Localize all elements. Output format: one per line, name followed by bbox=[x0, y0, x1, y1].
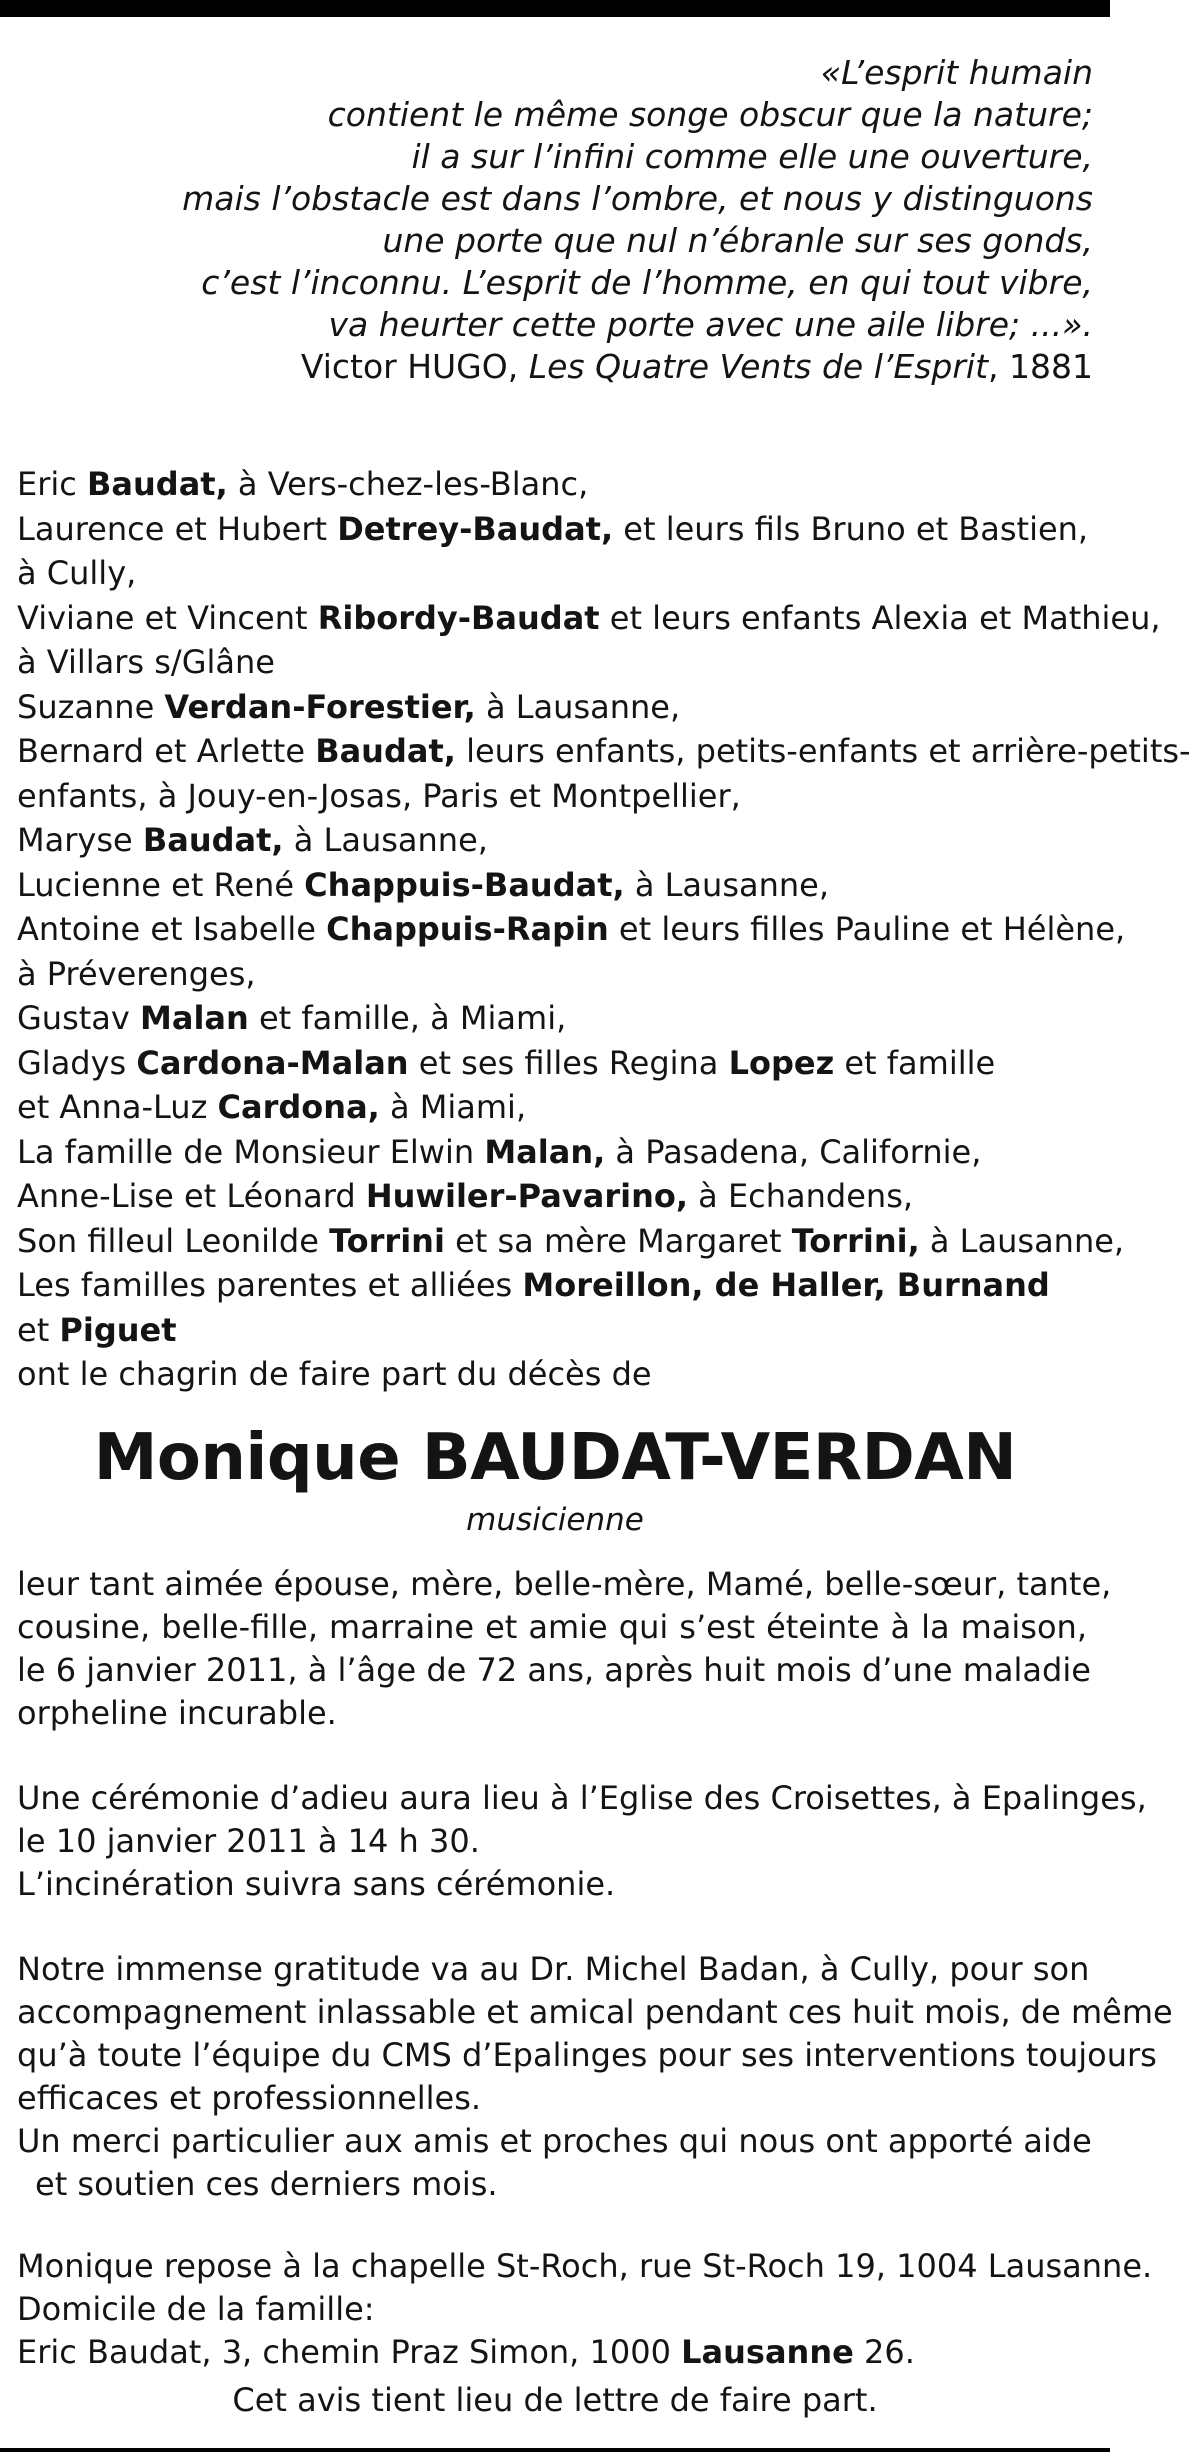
mourners-list bbox=[17, 462, 1191, 1397]
mourner-surname: Malan, bbox=[484, 1132, 606, 1171]
mourner-line bbox=[17, 907, 1126, 952]
address-text: 26. bbox=[853, 2333, 915, 2371]
quote-line: «L’esprit humain bbox=[820, 53, 1093, 92]
mourner-surname: Cardona, bbox=[217, 1088, 380, 1126]
mourner-text: et ses filles Regina bbox=[408, 1043, 729, 1082]
quote-year: , 1881 bbox=[988, 347, 1093, 386]
mourner-text: à Vers-chez-les-Blanc, bbox=[227, 465, 589, 503]
mourner-text: à Echandens, bbox=[687, 1177, 914, 1215]
mourner-line bbox=[17, 1041, 1102, 1086]
address-text: Eric Baudat, 3, chemin Praz Simon, 1000 bbox=[17, 2333, 682, 2371]
mourner-surname: Baudat, bbox=[315, 732, 456, 770]
mourner-surname: Huwiler-Pavarino, bbox=[365, 1177, 688, 1215]
quote-line: une porte que nul n’ébranle sur ses gonds, bbox=[382, 221, 1093, 260]
mourner-surname: Piguet bbox=[59, 1310, 177, 1349]
quote-line: c’est l’inconnu. L’esprit de l’homme, en qui tout vibre, bbox=[201, 263, 1093, 302]
mourner-text: à Pasadena, Californie, bbox=[605, 1132, 982, 1171]
paragraph-line: le 6 janvier 2011, à l’âge de 72 ans, après huit mois d’une maladie bbox=[17, 1651, 1091, 1689]
mourner-text: à Lausanne, bbox=[283, 821, 488, 859]
mourner-surname: Lopez bbox=[728, 1043, 835, 1082]
mourner-line bbox=[17, 996, 1102, 1041]
announcement-text: ont le chagrin de faire part du décès de bbox=[17, 1355, 652, 1393]
mourner-text: à Lausanne, bbox=[919, 1221, 1125, 1260]
mourner-text: La famille de Monsieur Elwin bbox=[17, 1132, 485, 1171]
mourner-line bbox=[17, 729, 1191, 774]
mourner-line bbox=[17, 551, 1102, 596]
mourner-text: à Préverenges, bbox=[17, 954, 256, 993]
mourner-text: Bernard et Arlette bbox=[17, 732, 316, 770]
mourner-surname: Torrini bbox=[329, 1221, 445, 1260]
mourner-surname: Detrey-Baudat, bbox=[337, 509, 614, 548]
mourner-surname: Baudat, bbox=[87, 465, 228, 503]
mourner-line bbox=[17, 1085, 1102, 1130]
mourner-surname: Chappuis-Baudat, bbox=[304, 865, 625, 904]
mourner-text: Son filleul Leonilde bbox=[17, 1221, 330, 1260]
mourner-text: enfants, à Jouy-en-Josas, Paris et Montpellier, bbox=[17, 776, 741, 815]
quote-author: Victor HUGO, bbox=[300, 347, 519, 386]
mourner-line bbox=[17, 863, 1102, 908]
quote-line: va heurter cette porte avec une aile libre; ...». bbox=[328, 305, 1093, 344]
paragraph-line: cousine, belle-fille, marraine et amie qui s’est éteinte à la maison, bbox=[17, 1608, 1087, 1646]
address-paragraph bbox=[17, 2245, 1153, 2374]
mourner-line bbox=[17, 640, 1102, 685]
mourner-surname: Verdan-Forestier, bbox=[164, 687, 476, 726]
paragraph-line: efficaces et professionnelles. bbox=[17, 2079, 482, 2117]
announcement-line bbox=[17, 1352, 1102, 1397]
mourner-text: Gladys bbox=[17, 1043, 137, 1082]
mourner-line bbox=[17, 1130, 1102, 1175]
mourner-line bbox=[17, 596, 1161, 641]
mourner-line bbox=[17, 507, 1102, 552]
mourner-text: Maryse bbox=[17, 821, 143, 859]
epigraph-quote bbox=[93, 52, 1093, 388]
top-border-rule bbox=[0, 0, 1110, 17]
mourner-text: à Villars s/Glâne bbox=[17, 643, 275, 681]
paragraph-line: Monique repose à la chapelle St-Roch, rue St-Roch 19, 1004 Lausanne. bbox=[17, 2247, 1153, 2285]
mourner-surname: Ribordy-Baudat bbox=[317, 598, 600, 637]
mourner-text: leurs enfants, petits-enfants et arrière-petits- bbox=[455, 732, 1191, 770]
paragraph-line: et soutien ces derniers mois. bbox=[35, 2165, 498, 2203]
tribute-paragraph bbox=[17, 1563, 1112, 1735]
paragraph-line bbox=[17, 2331, 1087, 2374]
paragraph-line: accompagnement inlassable et amical pendant ces huit mois, de même bbox=[17, 1993, 1173, 2031]
quote-line: il a sur l’infini comme elle une ouverture, bbox=[411, 137, 1093, 176]
mourner-text: à Cully, bbox=[17, 554, 137, 592]
mourner-text: à Lausanne, bbox=[624, 865, 830, 904]
paragraph-line: leur tant aimée épouse, mère, belle-mère, Mamé, belle-sœur, tante, bbox=[17, 1565, 1112, 1603]
mourner-text: Gustav bbox=[17, 999, 141, 1037]
quote-line: mais l’obstacle est dans l’ombre, et nous y distinguons bbox=[182, 179, 1093, 218]
mourner-text: et famille bbox=[834, 1043, 996, 1082]
paragraph-line: orpheline incurable. bbox=[17, 1694, 337, 1732]
mourner-line bbox=[17, 1174, 1102, 1219]
closing-note: Cet avis tient lieu de lettre de faire part. bbox=[232, 2381, 878, 2419]
mourner-line bbox=[17, 818, 1102, 863]
deceased-profession: musicienne bbox=[466, 1502, 644, 1538]
mourner-text: et leurs enfants Alexia et Mathieu, bbox=[599, 598, 1161, 637]
paragraph-line: Un merci particulier aux amis et proches qui nous ont apporté aide bbox=[17, 2122, 1092, 2160]
mourner-surname: Chappuis-Rapin bbox=[326, 910, 609, 948]
mourner-text: et bbox=[17, 1310, 60, 1349]
mourner-line bbox=[17, 685, 1102, 730]
mourner-surname: Moreillon, de Haller, Burnand bbox=[522, 1266, 1050, 1304]
gratitude-paragraph bbox=[17, 1948, 1173, 2206]
mourner-line bbox=[17, 462, 1102, 507]
mourner-text: Antoine et Isabelle bbox=[17, 910, 327, 948]
quote-line: contient le même songe obscur que la nature; bbox=[327, 95, 1093, 134]
ceremony-paragraph bbox=[17, 1777, 1147, 1906]
mourner-surname: Torrini, bbox=[791, 1221, 920, 1260]
quote-work-title: Les Quatre Vents de l’Esprit bbox=[528, 347, 989, 386]
paragraph-line: L’incinération suivra sans cérémonie. bbox=[17, 1865, 616, 1903]
mourner-surname: Baudat, bbox=[142, 821, 284, 859]
mourner-text: à Lausanne, bbox=[475, 687, 681, 726]
paragraph-line: Notre immense gratitude va au Dr. Michel Badan, à Cully, pour son bbox=[17, 1950, 1090, 1988]
quote-attribution bbox=[93, 346, 1093, 388]
mourner-text: et Anna-Luz bbox=[17, 1088, 218, 1126]
mourner-text: Suzanne bbox=[17, 687, 165, 726]
paragraph-line: le 10 janvier 2011 à 14 h 30. bbox=[17, 1822, 480, 1860]
mourner-text: Anne-Lise et Léonard bbox=[17, 1177, 366, 1215]
mourner-surname: Cardona-Malan bbox=[136, 1043, 409, 1082]
mourner-text: et famille, à Miami, bbox=[248, 999, 567, 1037]
paragraph-line: Domicile de la famille: bbox=[17, 2290, 375, 2328]
mourner-text: Lucienne et René bbox=[17, 865, 305, 904]
mourner-text: Laurence et Hubert bbox=[17, 509, 338, 548]
deceased-name: Monique BAUDAT-VERDAN bbox=[93, 1421, 1017, 1495]
bottom-border-rule bbox=[0, 2448, 1110, 2452]
mourner-line bbox=[17, 1308, 1102, 1353]
address-city: Lausanne bbox=[681, 2333, 854, 2371]
mourner-text: Viviane et Vincent bbox=[17, 598, 318, 637]
paragraph-line: Une cérémonie d’adieu aura lieu à l’Eglise des Croisettes, à Epalinges, bbox=[17, 1779, 1147, 1817]
mourner-text: à Miami, bbox=[379, 1088, 527, 1126]
mourner-line bbox=[17, 774, 1102, 819]
mourner-line bbox=[17, 1219, 1125, 1264]
mourner-text: et leurs fils Bruno et Bastien, bbox=[613, 509, 1089, 548]
mourner-text: et leurs filles Pauline et Hélène, bbox=[608, 910, 1126, 948]
mourner-line bbox=[17, 1263, 1102, 1308]
mourner-text: et sa mère Margaret bbox=[444, 1221, 792, 1260]
mourner-text: Eric bbox=[17, 465, 88, 503]
paragraph-line: qu’à toute l’équipe du CMS d’Epalinges pour ses interventions toujours bbox=[17, 2036, 1157, 2074]
mourner-line bbox=[17, 952, 1102, 997]
mourner-surname: Malan bbox=[140, 999, 249, 1037]
mourner-text: Les familles parentes et alliées bbox=[17, 1266, 523, 1304]
